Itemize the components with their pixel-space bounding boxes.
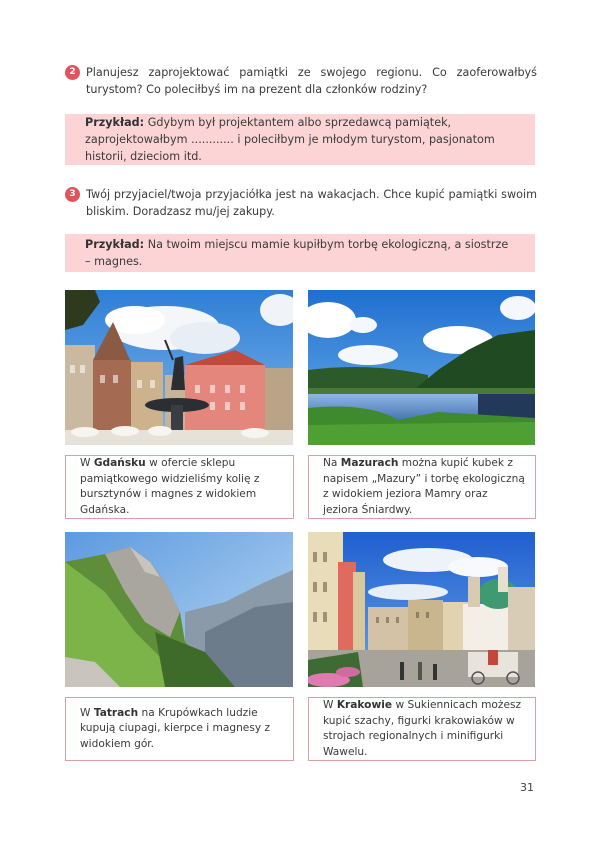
example-label: Przykład: — [85, 238, 145, 251]
place-name: Gdańsku — [93, 457, 146, 469]
page-number: 31 — [520, 781, 534, 794]
caption-krakow: W Krakowie w Sukiennicach możesz kupić szachy, figurki krakowiaków w strojach regionalnych i minifigurki Wawelu. — [308, 697, 536, 761]
caption-mazury: Na Mazurach można kupić kubek z napisem „Mazury” i torbę ekologiczną z widokiem jeziora Mamry oraz jeziora Śniardwy. — [308, 455, 536, 519]
caption-tatry: W Tatrach na Krupówkach ludzie kupują ciupagi, kierpce i magnesy z widokiem gór. — [65, 697, 294, 761]
place-name: Tatrach — [93, 706, 139, 719]
example-text: Na twoim miejscu mamie kupiłbym torbę ekologiczną, a siostrze – magnes. — [85, 238, 509, 268]
place-name: Krakowie — [336, 699, 393, 711]
task-3-text: Twój przyjaciel/twoja przyjaciółka jest na wakacjach. Chce kupić pamiątki swoim bliskim. Doradzasz mu/jej zakupy. — [86, 188, 537, 218]
task-number-badge: 2 — [65, 65, 80, 80]
mazury-lake-photo — [308, 290, 535, 445]
tatra-mountains-photo — [65, 532, 293, 687]
example-text: Gdybym był projektantem albo sprzedawcą pamiątek, zaprojektowałbym ............ i poleciłbym je młodym turystom, pasjonatom historii, dzieciom itd. — [85, 116, 495, 163]
place-name: Mazurach — [340, 457, 399, 469]
task-2-text: Planujesz zaprojektować pamiątki ze swojego regionu. Co zaoferowałbyś turystom? Co poleciłbyś im na prezent dla członków rodziny? — [86, 66, 537, 96]
task-number-badge: 3 — [65, 187, 80, 202]
gdansk-neptune-fountain-photo — [65, 290, 293, 445]
task-3 — [65, 186, 537, 220]
caption-gdansk: W Gdańsku w ofercie sklepu pamiątkowego widzieliśmy kolię z bursztynów i magnes z widokiem Gdańska. — [65, 455, 294, 519]
example-box-2 — [65, 114, 535, 165]
task-2 — [65, 64, 537, 98]
example-box-3 — [65, 234, 535, 272]
krakow-market-square-photo — [308, 532, 535, 687]
example-label: Przykład: — [85, 116, 145, 129]
